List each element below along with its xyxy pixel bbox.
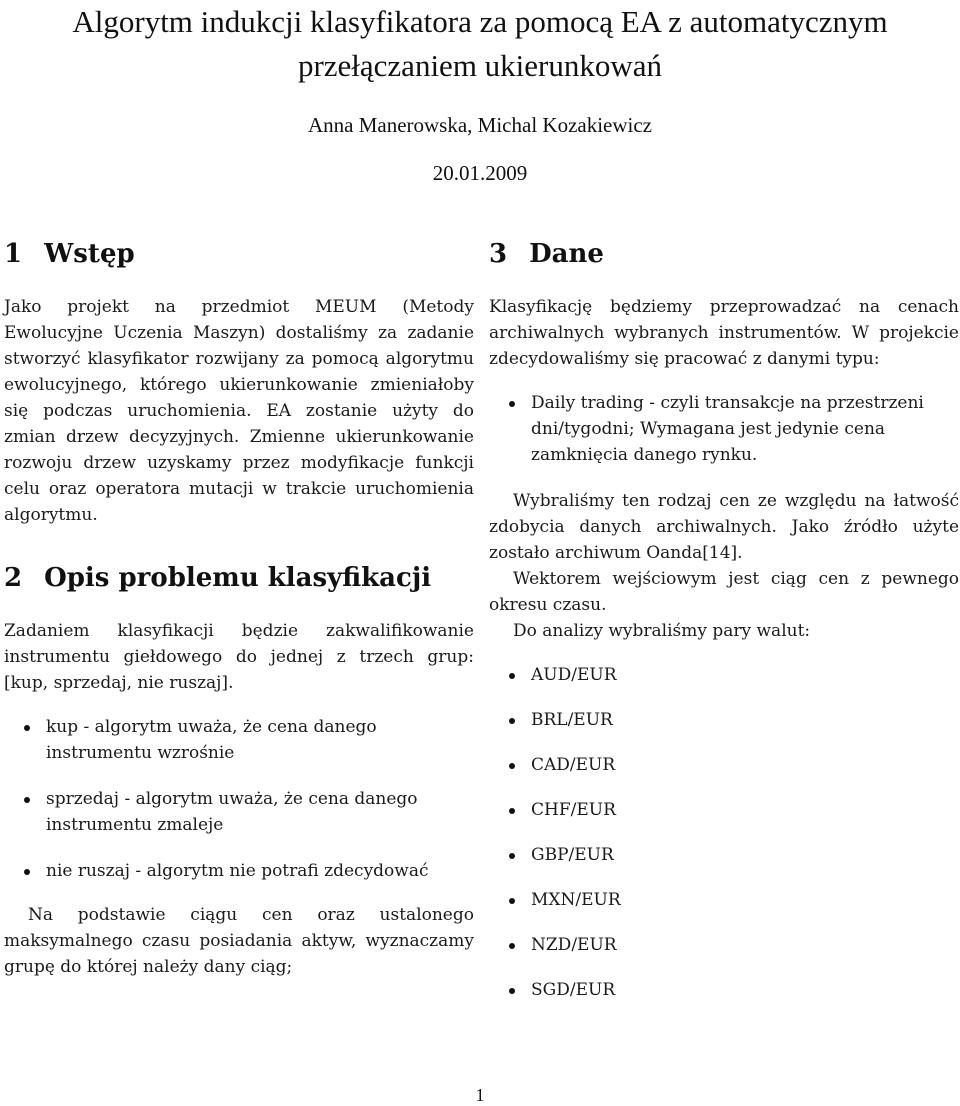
section-3-paragraph-1: Wybraliśmy ten rodzaj cen ze względu na łatwość zdobycia danych archiwalnych. Jako źródło użyte zostało archiwum Oanda[14].	[489, 491, 959, 563]
section-3-number: 3	[489, 239, 508, 269]
section-3-paragraph-2: Wektorem wejściowym jest ciąg cen z pewnego okresu czasu.	[489, 569, 959, 615]
bullet-icon	[509, 763, 515, 769]
currency-pair: NZD/EUR	[531, 935, 617, 955]
section-3-heading	[489, 232, 959, 276]
list-item	[4, 858, 474, 884]
section-1-heading	[4, 232, 474, 276]
list-item	[489, 932, 959, 958]
currency-pair: MXN/EUR	[531, 890, 621, 910]
class-list	[4, 714, 474, 884]
list-item	[489, 752, 959, 778]
list-item	[489, 390, 959, 468]
bullet-icon	[509, 401, 515, 407]
section-3-title: Dane	[529, 239, 604, 269]
currency-pair: BRL/EUR	[531, 710, 613, 730]
list-item	[4, 714, 474, 766]
list-item-text: Daily trading - czyli transakcje na przestrzeni dni/tygodni; Wymagana jest jedynie cena zamknięcia danego rynku.	[531, 393, 924, 465]
bullet-icon	[24, 725, 30, 731]
bullet-icon	[509, 718, 515, 724]
title-line-1: Algorytm indukcji klasyfikatora za pomocą EA z automatycznym	[72, 4, 888, 39]
bullet-icon	[509, 943, 515, 949]
currency-pair: CHF/EUR	[531, 800, 616, 820]
list-item	[489, 662, 959, 688]
right-column	[489, 232, 959, 1003]
section-1-paragraph: Jako projekt na przedmiot MEUM (Metody Ewolucyjne Uczenia Maszyn) dostaliśmy za zadanie stworzyć klasyfikator rozwijany za pomocą algorytmu ewolucyjnego, którego ukierunkowanie zmieniałoby się podczas uruchomienia. EA zostanie użyty do zmian drzew decyzyjnych. Zmienne ukierunkowanie rozwoju drzew uzyskamy przez modyfikacje funkcji celu oraz operatora mutacji w trakcie uruchomienia algorytmu.	[4, 297, 474, 525]
title-line-2: przełączaniem ukierunkowań	[297, 48, 663, 83]
bullet-icon	[24, 797, 30, 803]
section-2-intro: Zadaniem klasyfikacji będzie zakwalifikowanie instrumentu giełdowego do jednej z trzech grup: [kup, sprzedaj, nie ruszaj].	[4, 621, 474, 693]
left-column	[4, 232, 474, 980]
bullet-icon	[509, 808, 515, 814]
section-1-number: 1	[4, 239, 23, 269]
date: 20.01.2009	[432, 161, 528, 185]
list-item	[489, 842, 959, 868]
data-type-list	[489, 390, 959, 468]
currency-pair-list	[489, 662, 959, 1003]
section-3-paragraph-3: Do analizy wybraliśmy pary walut:	[513, 621, 811, 641]
section-2-outro: Na podstawie ciągu cen oraz ustalonego maksymalnego czasu posiadania aktyw, wyznaczamy grupę do której należy dany ciąg;	[4, 905, 474, 977]
currency-pair: GBP/EUR	[531, 845, 614, 865]
bullet-icon	[509, 988, 515, 994]
bullet-icon	[509, 898, 515, 904]
authors: Anna Manerowska, Michal Kozakiewicz	[307, 113, 653, 137]
currency-pair: SGD/EUR	[531, 980, 616, 1000]
list-item	[489, 887, 959, 913]
currency-pair: CAD/EUR	[531, 755, 616, 775]
bullet-icon	[24, 869, 30, 875]
currency-pair: AUD/EUR	[531, 665, 617, 685]
section-2-number: 2	[4, 563, 23, 593]
document-title	[0, 0, 960, 88]
section-1-title: Wstęp	[44, 239, 135, 269]
list-item	[4, 786, 474, 838]
list-item-text: sprzedaj - algorytm uważa, że cena danego instrumentu zmaleje	[46, 789, 418, 835]
page-number: 1	[475, 1085, 485, 1105]
list-item	[489, 977, 959, 1003]
list-item	[489, 797, 959, 823]
list-item-text: nie ruszaj - algorytm nie potrafi zdecydować	[46, 861, 429, 881]
list-item	[489, 707, 959, 733]
bullet-icon	[509, 673, 515, 679]
section-2-heading	[4, 556, 474, 600]
list-item-text: kup - algorytm uważa, że cena danego instrumentu wzrośnie	[46, 717, 377, 763]
section-2-title: Opis problemu klasyfikacji	[44, 563, 432, 593]
bullet-icon	[509, 853, 515, 859]
section-3-intro: Klasyfikację będziemy przeprowadzać na cenach archiwalnych wybranych instrumentów. W projekcie zdecydowaliśmy się pracować z danymi typu:	[489, 297, 959, 369]
